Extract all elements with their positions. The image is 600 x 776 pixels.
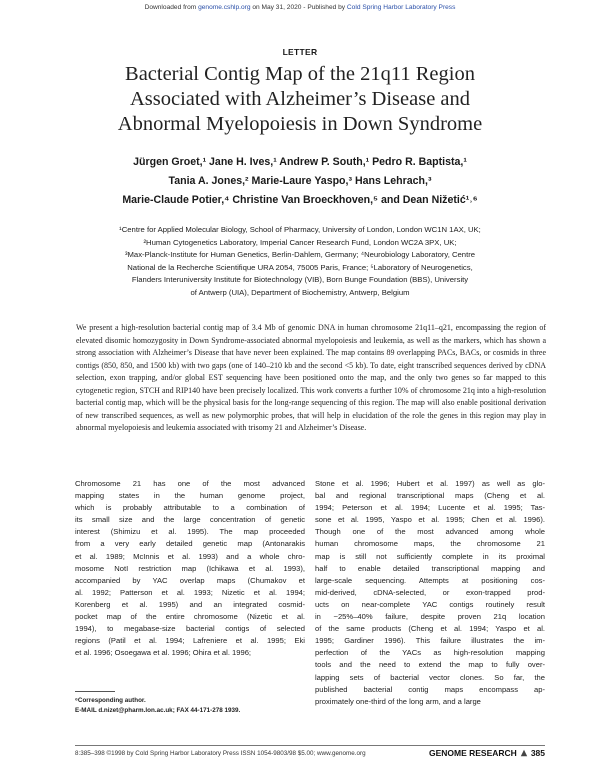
article-title [40,62,560,137]
abstract: We present a high-resolution bacterial contig map of 3.4 Mb of genomic DNA in human chromosome 21q11–q21, encompassing the region of elevated disomic homozygosity in Down Syndrome-associated abnormal myelopoiesis and leukemia, as well as the markers, which has shown a strong association with Alzheimer’s Disease that have never been explained. The map contains 89 overlapping PACs, BACs, or cosmids in three contigs (850, 850, and 1500 kb) with two gaps (one of 140–210 kb and the second <5 kb). To date, eight transcribed sequences derived by cDNA selection, exon trapping, and/or global EST sequencing have been positioned onto the map, and the only two genes so far mapped to this cytogenetic region, STCH and RIP140 have been precisely localized. This work converts a further 10% of chromosome 21q into a high-resolution bacterial contig map, which will be the physical basis for the long-range sequencing of this region. The map will also enable positional derivation of new transcribed sequences, as well as new polymorphic probes, that will help in elucidation of the role the genes in this region may play in abnormal myelopoiesis and leukemia associated with trisomy 21 and Alzheimer’s Disease. [76,323,546,432]
body-line: et al. 1989; McInnis et al. 1993) and a whole chro- [75,551,305,561]
body-line: Korenberg et al. 1995) and an integrated cosmid- [75,599,305,609]
page-number: 385 [530,748,545,758]
body-line: perfection of the YACs as high-resolution mapping [315,648,545,658]
author-line: Marie-Claude Potier,⁴ Christine Van Broeckhoven,⁵ and Dean Nižetić¹˒⁶ [122,194,478,206]
body-line: lapping sets of bacterial vector clones. So far, the [315,672,545,682]
body-line: which is probably attributable to a combination of [75,503,305,513]
download-banner [0,4,600,11]
affiliation-line: ³Max-Planck-Institute for Human Genetics, Berlin-Dahlem, Germany; ⁴Neurobiology Laboratory, Centre [124,250,476,260]
body-line: tools and the need to extend the map to fully over- [315,660,545,670]
body-line: sone et al. 1995, Yaspo et al. 1995; Chen et al. 1996). [315,515,545,525]
body-line: from a very early detailed genetic map (Antonarakis [75,539,305,549]
body-line: Though one of the most advanced among whole [315,527,545,537]
affiliation-line: National de la Recherche Scientifique URA 2054, 75005 Paris, France; ⁵Laboratory of Neurogenetics, [127,262,473,272]
title-line: Bacterial Contig Map of the 21q11 Region [125,63,475,85]
banner-site-link[interactable]: genome.cshlp.org [198,4,251,11]
section-label: LETTER [282,47,318,57]
footnote-contact: E-MAIL d.nizet@pharm.lon.ac.uk; FAX 44-171-278 1939. [75,706,241,714]
title-line: Abnormal Myelopoiesis in Down Syndrome [117,113,483,135]
body-line: 1995; Gardiner 1996). This failure illustrates the im- [315,636,545,646]
body-line: mapping states in the human genome project, [75,491,305,501]
body-line: its small size and the large concentration of genetic [75,515,305,525]
body-line: 1994), to megabase-size bacterial contigs of selected [75,624,305,634]
banner-middle: on May 31, 2020 - Published by [250,4,347,11]
banner-prefix: Downloaded from [144,4,199,11]
body-line: in ~25%–40% failure, despite proven 21q location [315,612,545,622]
footnote-divider [75,691,115,692]
body-column-left [75,478,305,659]
body-line: regions (Patil et al. 1994; Lafreniere et al. 1995; Eki [75,636,305,646]
footnotes [75,696,315,715]
body-line: Stone et al. 1996; Hubert et al. 1997) as well as glo- [315,479,545,488]
footnote-corresponding: ⁶Corresponding author. [75,697,146,704]
body-line: et al. 1996; Osoegawa et al. 1996; Ohira et al. 1996; [75,648,252,658]
body-line: of the same products (Cheng et al. 1994; Yaspo et al. [315,624,545,634]
body-line: accompanied by YAC overlap maps (Chumakov et [75,575,305,585]
body-line: pocket map of the entire chromosome (Nizetic et al. [75,612,305,622]
journal-name: GENOME RESEARCH [428,748,517,758]
body-line: mid-derived, cDNA-selected, or exon-trapped prod- [315,587,545,597]
banner-publisher-link[interactable]: Cold Spring Harbor Laboratory Press [346,4,456,11]
body-line: 1994; Peterson et al. 1994; Lucente et al. 1995; Tas- [315,503,545,513]
body-line: mosome NotI restriction map (Ichikawa et al. 1993), [75,563,305,573]
body-line: map is still not sufficiently complete in its proximal [315,551,545,561]
body-line: large-scale sequencing. Attempts at positioning cos- [315,575,545,585]
author-line: Tania A. Jones,² Marie-Laure Yaspo,³ Hans Lehrach,³ [168,175,432,187]
body-line: ucts on near-complete YAC contigs routinely result [315,599,545,609]
body-line: half to enable detailed transcriptional mapping and [315,563,545,573]
body-line: human chromosome maps, the chromosome 21 [315,539,545,549]
affiliation-line: Flanders Interuniversity Institute for Biotechnology (VIB), Born Bunge Foundation (BBS), University [131,275,469,285]
body-column-right [315,478,545,708]
journal-logo-icon [520,749,528,757]
body-line: proximately one-third of the long arm, and a large [315,696,481,706]
title-line: Associated with Alzheimer’s Disease and [129,88,471,110]
body-line: published bacterial contig maps encompass ap- [315,684,545,694]
footer-divider [75,745,545,746]
affiliation-line: ¹Centre for Applied Molecular Biology, School of Pharmacy, University of London, London WC1N 1AX, UK; [119,225,481,234]
affiliation-line: of Antwerp (UIA), Department of Biochemistry, Antwerp, Belgium [190,287,410,297]
affiliations [40,224,560,300]
footer-citation: 8:385–398 ©1998 by Cold Spring Harbor Laboratory Press ISSN 1054-9803/98 $5.00; www.genome.org [75,750,366,757]
body-line: Chromosome 21 has one of the most advanced [75,479,305,488]
author-line: Jürgen Groet,¹ Jane H. Ives,¹ Andrew P. South,¹ Pedro R. Baptista,¹ [133,156,467,168]
body-line: bal and regional transcriptional maps (Cheng et al. [315,491,545,501]
footer-journal [429,748,545,758]
affiliation-line: ²Human Cytogenetics Laboratory, Imperial Cancer Research Fund, London WC2A 3PX, UK; [143,237,457,247]
body-line: interest (Shimizu et al. 1995). The map proceeded [75,527,305,537]
author-list [30,153,570,210]
body-line: al. 1992; Patterson et al. 1993; Nizetic et al. 1994; [75,587,305,597]
